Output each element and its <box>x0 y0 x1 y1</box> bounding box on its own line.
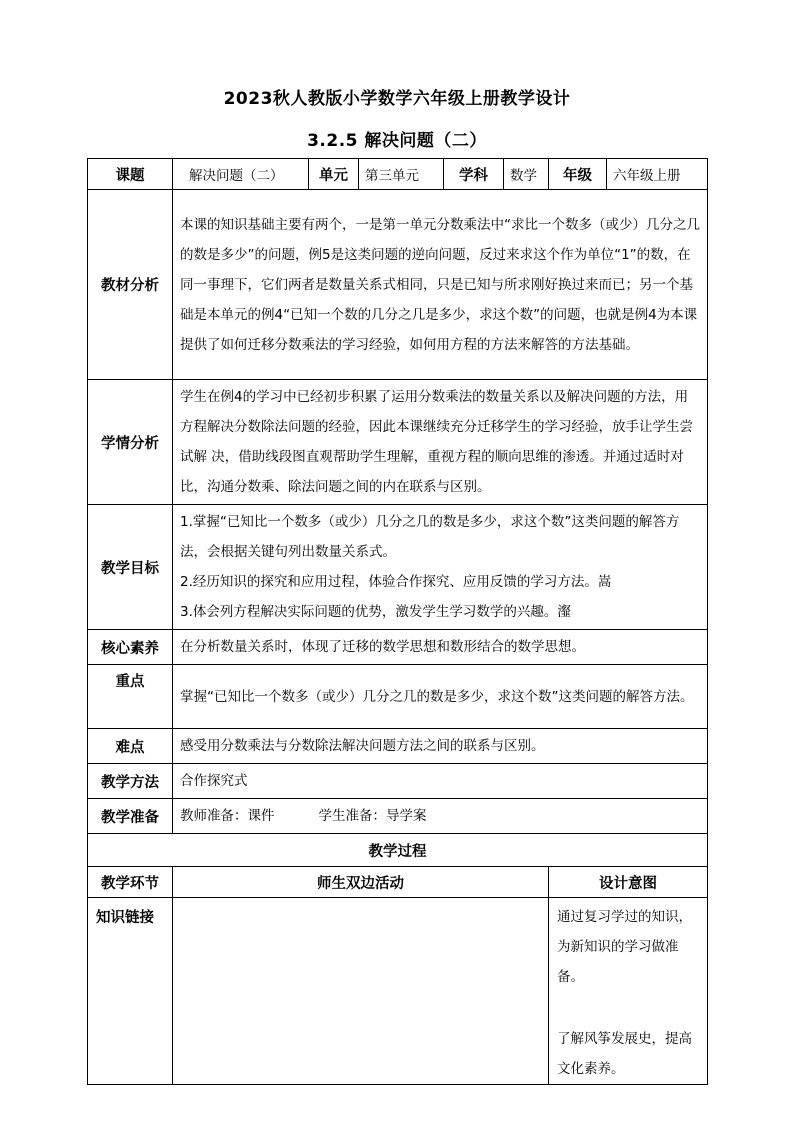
core-literacy-row <box>88 630 708 665</box>
header-row <box>88 159 708 190</box>
unit-label: 单元 <box>309 159 359 190</box>
teaching-method-text: 合作探究式 <box>173 764 708 799</box>
unit-value: 第三单元 <box>359 159 444 190</box>
core-literacy-label: 核心素养 <box>88 630 173 665</box>
intent-culture: 了解风筝发展史，提高文化素养。 <box>557 1031 692 1077</box>
intent-cell <box>549 898 708 1085</box>
col-stage-header: 教学环节 <box>88 867 173 898</box>
teaching-method-label: 教学方法 <box>88 764 173 799</box>
teaching-goals-label: 教学目标 <box>88 505 173 630</box>
goal-item: 2.经历知识的探究和应用过程，体验合作探究、应用反馈的学习方法。嵩 <box>180 574 612 590</box>
col-intent-header: 设计意图 <box>549 867 708 898</box>
key-point-paragraph: 掌握“已知比一个数多（或少）几分之几的数是多少，求这个数”这类问题的解答方法。 <box>180 688 694 705</box>
textbook-analysis-paragraph: 本课的知识基础主要有两个，一是第一单元分数乘法中“求比一个数多（或少）几分之几的数是多少”的问题，例5是这类问题的逆向问题，反过来求这个作为单位“1”的数，在同一事理下，它们两者是数量关系式相同，只是已知与所求刚好换过来而已；另一个基础是本单元的例4“已知一个数的几分之几是多少，求这个数”的问题，也就是例4为本课提供了如何迁移分数乘法的学习经验，如何用方程的方法来解答的方法基础。 <box>180 216 700 353</box>
textbook-analysis-text <box>173 190 708 380</box>
document-title: 2023秋人教版小学数学六年级上册教学设计 <box>223 89 571 109</box>
student-prep: 学生准备：导学案 <box>318 808 427 824</box>
subject-label: 学科 <box>444 159 504 190</box>
col-activity-header: 师生双边活动 <box>173 867 549 898</box>
textbook-analysis-label: 教材分析 <box>88 190 173 380</box>
student-analysis-paragraph: 学生在例4的学习中已经初步积累了运用分数乘法的数量关系以及解决问题的方法，用 方程解决分数除法问题的经验，因此本课继续充分迁移学生的学习经验，放手让学生尝试解 决，借助线段图直观帮助学生理解，重视方程的顺向思维的渗透。并通过适时对比，沟通分数乘、除法问题之间的内在联系与区别。 <box>180 389 693 495</box>
knowledge-link-row <box>88 898 708 1085</box>
difficult-point-label: 难点 <box>88 729 173 764</box>
knowledge-link-label: 知识链接 <box>88 898 173 1085</box>
key-point-text <box>173 665 708 729</box>
document-subtitle: 3.2.5 解决问题（二） <box>307 131 487 151</box>
teaching-goals-row <box>88 505 708 630</box>
teaching-prep-label: 教学准备 <box>88 799 173 834</box>
intent-review: 通过复习学过的知识，为新知识的学习做准备。 <box>557 909 692 985</box>
grade-value: 六年级上册 <box>607 159 708 190</box>
topic-value: 解决问题（二） <box>173 159 309 190</box>
student-analysis-text <box>173 380 708 505</box>
key-point-label: 重点 <box>88 665 173 729</box>
activity-cell <box>173 898 549 1085</box>
student-analysis-row <box>88 380 708 505</box>
difficult-point-row <box>88 729 708 764</box>
goal-item: 1.掌握“已知比一个数多（或少）几分之几的数是多少，求这个数”这类问题的解答方法，会根据关键句列出数量关系式。 <box>180 514 680 560</box>
difficult-point-text: 感受用分数乘法与分数除法解决问题方法之间的联系与区别。 <box>173 729 708 764</box>
teaching-method-row <box>88 764 708 799</box>
teaching-prep-text <box>173 799 708 834</box>
teaching-goals-text <box>173 505 708 630</box>
process-heading-row <box>88 834 708 867</box>
process-columns-row <box>88 867 708 898</box>
goal-item: 3.体会列方程解决实际问题的优势，激发学生学习数学的兴趣。瀣 <box>180 604 571 620</box>
grade-label: 年级 <box>549 159 607 190</box>
key-point-row <box>88 665 708 729</box>
textbook-analysis-row <box>88 190 708 380</box>
subject-value: 数学 <box>504 159 549 190</box>
teaching-prep-row <box>88 799 708 834</box>
teacher-prep: 教师准备：课件 <box>180 808 275 824</box>
topic-label: 课题 <box>88 159 173 190</box>
student-analysis-label: 学情分析 <box>88 380 173 505</box>
lesson-plan-table <box>87 158 708 1085</box>
process-heading: 教学过程 <box>88 834 708 867</box>
core-literacy-text: 在分析数量关系时，体现了迁移的数学思想和数形结合的数学思想。 <box>173 630 708 665</box>
